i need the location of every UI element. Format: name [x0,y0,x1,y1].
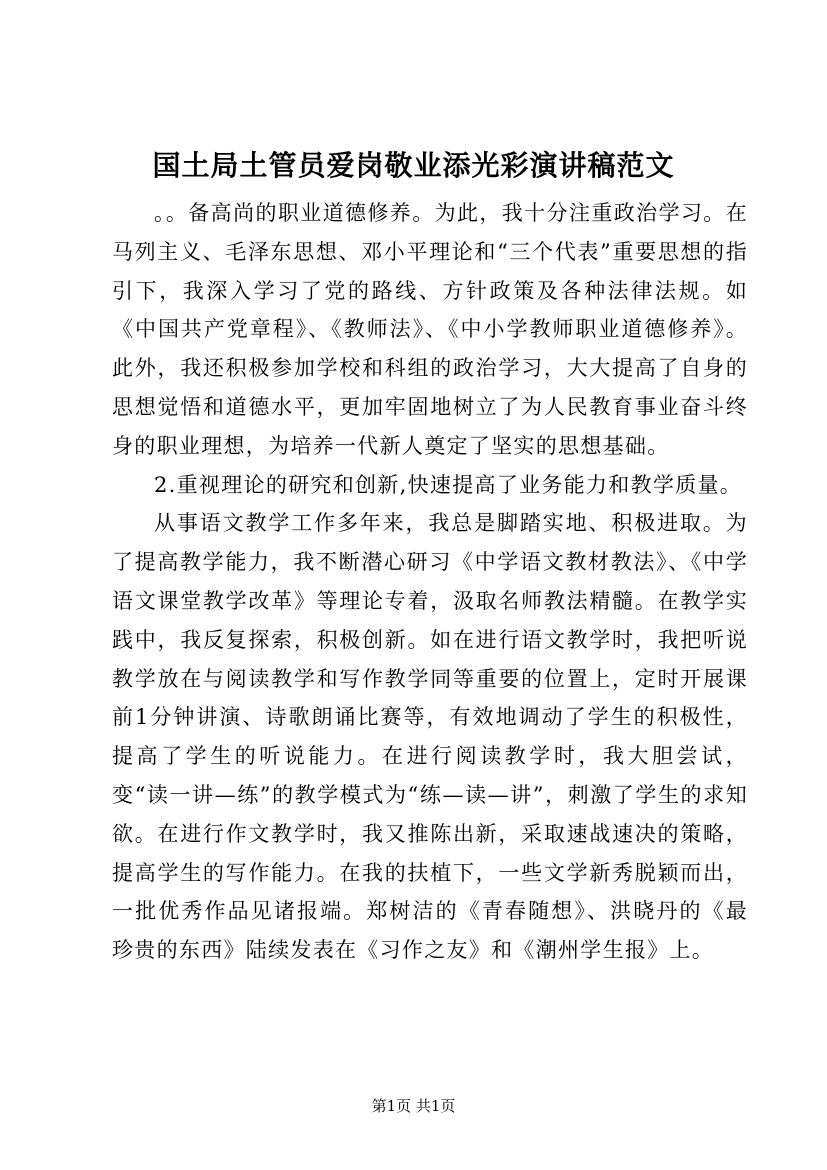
document-body [112,194,748,970]
paragraph-section-heading: 2.重视理论的研究和创新,快速提高了业务能力和教学质量。 [154,472,743,497]
document-title: 国土局土管员爱岗敬业添光彩演讲稿范文 [152,149,675,182]
paragraph-teaching-practice: 从事语文教学工作多年来，我总是脚踏实地、积极进取。为了提高教学能力，我不断潜心研习《中学语文教材教法》、《中学语文课堂教学改革》等理论专着，汲取名师教法精髓。在教学实践中，我反复探索，积极创新。如在进行语文教学时，我把听说教学放在与阅读教学和写作教学同等重要的位置上，定时开展课前1分钟讲演、诗歌朗诵比赛等，有效地调动了学生的积极性，提高了学生的听说能力。在进行阅读教学时，我大胆尝试，变“读一讲—练”的教学模式为“练—读—讲”，刺激了学生的求知欲。在进行作文教学时，我又推陈出新，采取速战速决的策略，提高学生的写作能力。在我的扶植下，一些文学新秀脱颖而出，一批优秀作品见诸报端。郑树洁的《青春随想》、洪晓丹的《最珍贵的东西》陆续发表在《习作之友》和《潮州学生报》上。 [112,511,748,963]
paragraph-political-study: 。。备高尚的职业道德修养。为此，我十分注重政治学习。在马列主义、毛泽东思想、邓小平理论和“三个代表”重要思想的指引下，我深入学习了党的路线、方针政策及各种法律法规。如《中国共产党章程》、《教师法》、《中小学教师职业道德修养》。此外，我还积极参加学校和科组的政治学习，大大提高了自身的思想觉悟和道德水平，更加牢固地树立了为人民教育事业奋斗终身的职业理想，为培养一代新人奠定了坚实的思想基础。 [112,201,748,458]
page-number-footer: 第1页 共1页 [371,1097,456,1115]
